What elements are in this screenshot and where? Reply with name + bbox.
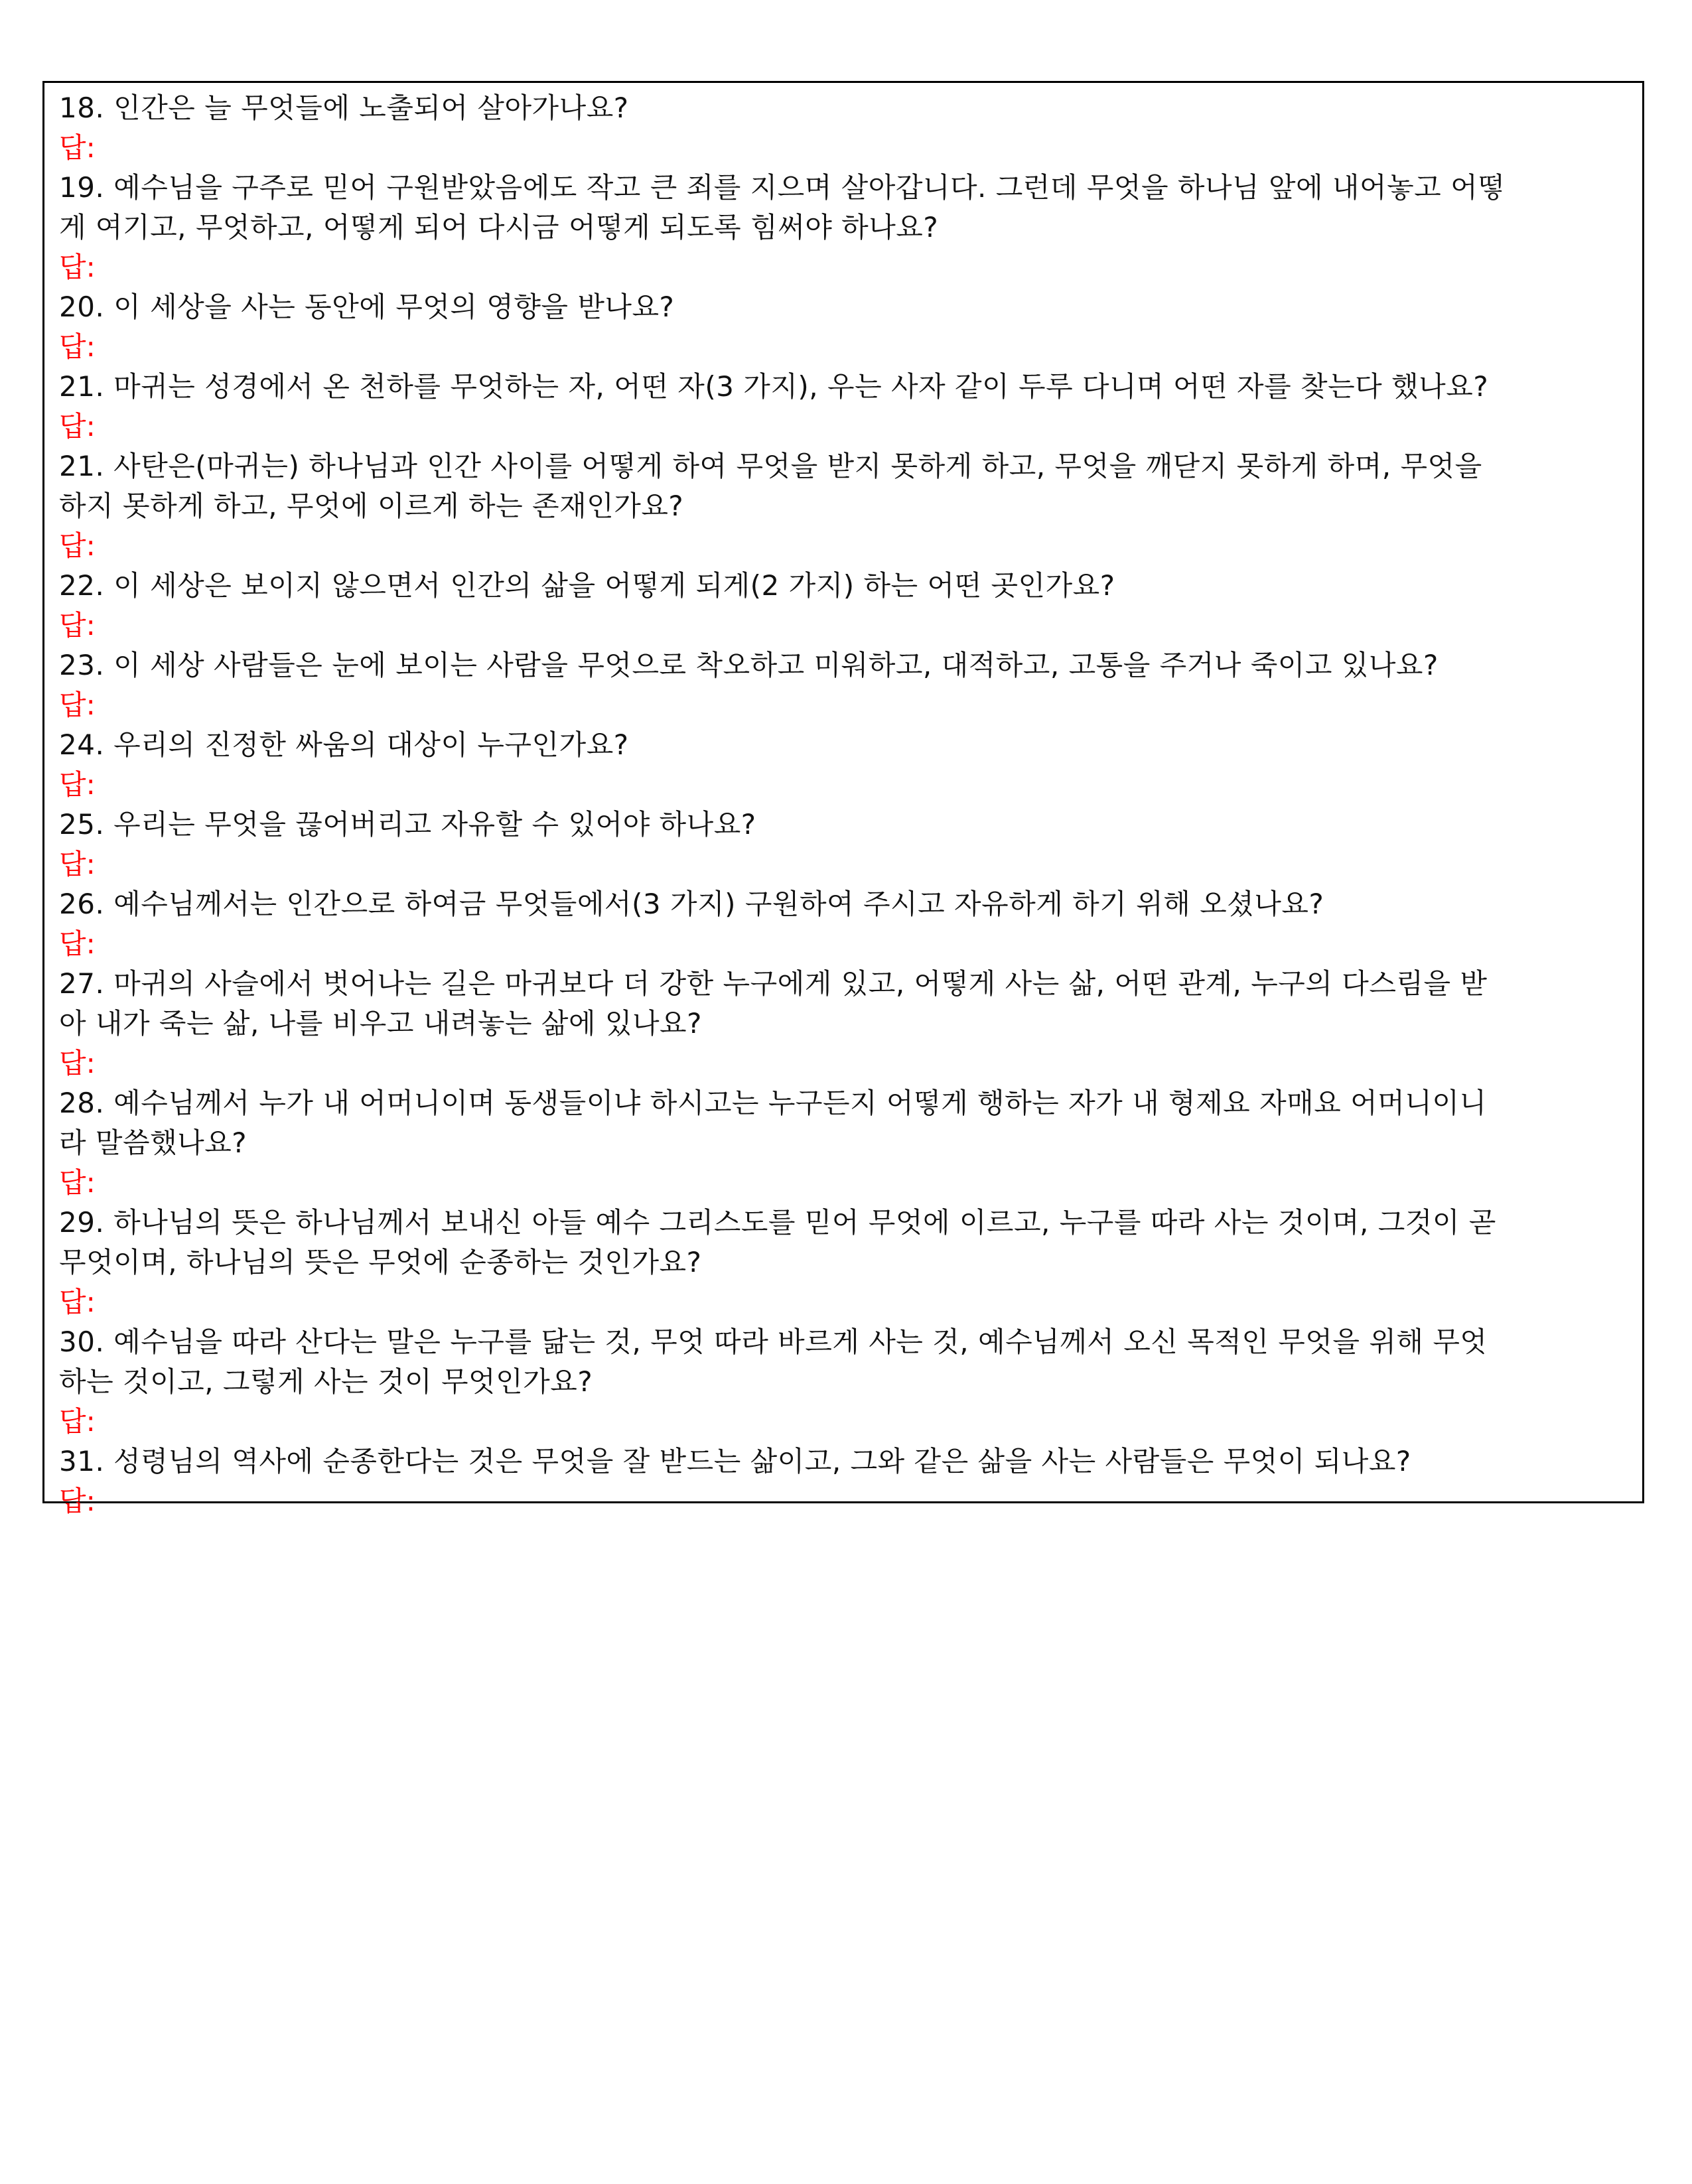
answer-label: 답:	[59, 1485, 96, 1517]
question-item	[59, 725, 1630, 805]
answer-label: 답:	[59, 689, 96, 721]
question-answer-box	[42, 81, 1644, 1517]
question-text: 31. 성령님의 역사에 순종한다는 것은 무엇을 잘 받드는 삶이고, 그와 같은 삶을 사는 사람들은 무엇이 되나요?	[59, 1445, 1411, 1477]
question-item	[59, 446, 1630, 566]
answer-label: 답:	[59, 609, 96, 642]
question-item	[59, 1083, 1630, 1203]
question-item	[59, 884, 1630, 964]
answer-label: 답:	[59, 131, 96, 164]
question-text: 29. 하나님의 뜻은 하나님께서 보내신 아들 예수 그리스도를 믿어 무엇에 이르고, 누구를 따라 사는 것이며, 그것이 곧	[59, 1206, 1496, 1239]
answer-label: 답:	[59, 251, 96, 283]
question-text: 24. 우리의 진정한 싸움의 대상이 누구인가요?	[59, 728, 629, 761]
question-text: 25. 우리는 무엇을 끊어버리고 자유할 수 있어야 하나요?	[59, 808, 756, 841]
question-item	[59, 1322, 1630, 1442]
answer-label: 답:	[59, 410, 96, 443]
answer-label: 답:	[59, 848, 96, 880]
question-text: 아 내가 죽는 삶, 나를 비우고 내려놓는 삶에 있나요?	[59, 1007, 702, 1040]
question-text: 26. 예수님께서는 인간으로 하여금 무엇들에서(3 가지) 구원하여 주시고 자유하게 하기 위해 오셨나요?	[59, 888, 1324, 920]
question-item	[59, 964, 1630, 1083]
question-item	[59, 168, 1630, 287]
question-text: 게 여기고, 무엇하고, 어떻게 되어 다시금 어떻게 되도록 힘써야 하나요?	[59, 211, 939, 243]
question-text: 30. 예수님을 따라 산다는 말은 누구를 닮는 것, 무엇 따라 바르게 사는 것, 예수님께서 오신 목적인 무엇을 위해 무엇	[59, 1326, 1488, 1358]
question-text: 20. 이 세상을 사는 동안에 무엇의 영향을 받나요?	[59, 291, 675, 323]
question-text: 19. 예수님을 구주로 믿어 구원받았음에도 작고 큰 죄를 지으며 살아갑니다. 그런데 무엇을 하나님 앞에 내어놓고 어떻	[59, 171, 1506, 204]
question-item	[59, 287, 1630, 367]
question-text: 하지 못하게 하고, 무엇에 이르게 하는 존재인가요?	[59, 490, 684, 522]
answer-label: 답:	[59, 927, 96, 960]
question-item	[59, 566, 1630, 646]
answer-label: 답:	[59, 1047, 96, 1079]
answer-label: 답:	[59, 1286, 96, 1318]
question-text: 라 말씀했나요?	[59, 1126, 247, 1159]
question-text: 22. 이 세상은 보이지 않으면서 인간의 삶을 어떻게 되게(2 가지) 하는 어떤 곳인가요?	[59, 569, 1115, 602]
answer-label: 답:	[59, 1405, 96, 1438]
answer-label: 답:	[59, 330, 96, 363]
answer-label: 답:	[59, 768, 96, 801]
question-text: 하는 것이고, 그렇게 사는 것이 무엇인가요?	[59, 1365, 593, 1398]
question-text: 21. 사탄은(마귀는) 하나님과 인간 사이를 어떻게 하여 무엇을 받지 못하게 하고, 무엇을 깨닫지 못하게 하며, 무엇을	[59, 450, 1482, 482]
question-text: 23. 이 세상 사람들은 눈에 보이는 사람을 무엇으로 착오하고 미워하고, 대적하고, 고통을 주거나 죽이고 있나요?	[59, 649, 1439, 681]
question-item	[59, 88, 1630, 168]
question-text: 28. 예수님께서 누가 내 어머니이며 동생들이냐 하시고는 누구든지 어떻게 행하는 자가 내 형제요 자매요 어머니이니	[59, 1087, 1487, 1119]
question-text: 27. 마귀의 사슬에서 벗어나는 길은 마귀보다 더 강한 누구에게 있고, 어떻게 사는 삶, 어떤 관계, 누구의 다스림을 받	[59, 967, 1488, 1000]
question-text: 21. 마귀는 성경에서 온 천하를 무엇하는 자, 어떤 자(3 가지), 우는 사자 같이 두루 다니며 어떤 자를 찾는다 했나요?	[59, 370, 1489, 403]
question-item	[59, 646, 1630, 725]
answer-label: 답:	[59, 529, 96, 562]
question-item	[59, 1203, 1630, 1322]
question-item	[59, 805, 1630, 884]
question-item	[59, 367, 1630, 446]
question-text: 무엇이며, 하나님의 뜻은 무엇에 순종하는 것인가요?	[59, 1246, 702, 1278]
question-text: 18. 인간은 늘 무엇들에 노출되어 살아가나요?	[59, 92, 629, 124]
question-item	[59, 1442, 1630, 1521]
answer-label: 답:	[59, 1166, 96, 1199]
